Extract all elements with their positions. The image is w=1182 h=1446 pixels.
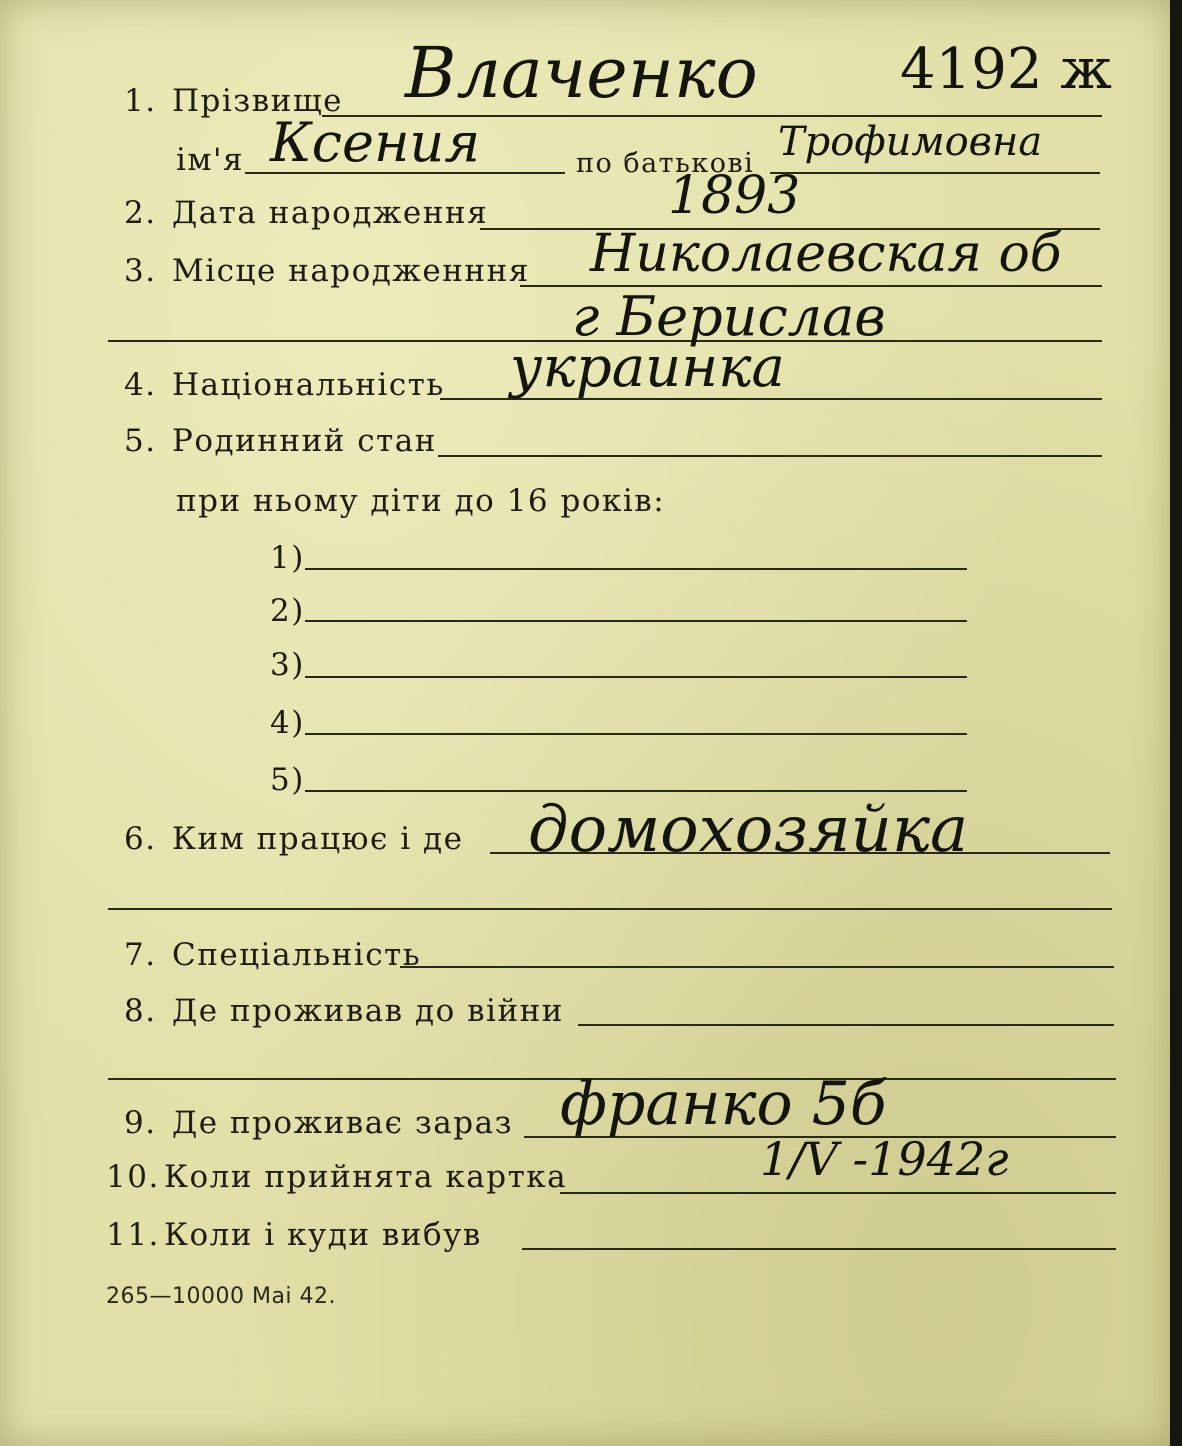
field-6-label: Ким працює і де — [172, 821, 464, 857]
birthplace-2-handwriting: г Берислав — [572, 285, 886, 348]
field-1-name-label: ім'я — [176, 142, 245, 178]
field-5-label: Родинний стан — [172, 423, 437, 459]
surname-handwriting: Влаченко — [405, 32, 758, 114]
child-3-number: 3) — [270, 647, 305, 683]
field-11-number: 11. — [106, 1217, 160, 1253]
child-5-line — [305, 790, 967, 792]
nationality-handwriting: украинка — [510, 335, 785, 400]
child-4-line — [305, 733, 967, 735]
field-7-line — [400, 966, 1114, 968]
field-7-label: Спеціальність — [172, 937, 422, 973]
child-4-number: 4) — [270, 705, 305, 741]
children-label: при ньому діти до 16 років: — [176, 483, 666, 519]
field-10-label: Коли прийнята картка — [164, 1159, 568, 1195]
address-handwriting: франко 5б — [560, 1069, 887, 1139]
field-6-second-line — [108, 908, 1112, 910]
field-8-number: 8. — [124, 993, 157, 1029]
field-5-line — [438, 455, 1102, 457]
child-2-number: 2) — [270, 593, 305, 629]
patronymic-handwriting: Трофимовна — [778, 119, 1043, 165]
field-1-number: 1. — [124, 83, 157, 119]
field-4-label: Національність — [172, 367, 445, 403]
field-2-label: Дата народження — [172, 195, 489, 231]
field-4-number: 4. — [124, 367, 157, 403]
field-3-label: Місце народженння — [172, 253, 530, 289]
card-number-handwriting: 4192 ж — [900, 37, 1112, 102]
field-10-line — [560, 1192, 1116, 1194]
field-9-label: Де проживає зараз — [172, 1105, 514, 1141]
field-3-number: 3. — [124, 253, 157, 289]
field-8-label: Де проживав до війни — [172, 993, 564, 1029]
birthplace-1-handwriting: Николаевская об — [590, 224, 1062, 284]
field-1-label: Прізвище — [172, 83, 343, 119]
field-6-number: 6. — [124, 821, 157, 857]
field-2-number: 2. — [124, 195, 157, 231]
print-run-footer: 265—10000 Маі 42. — [106, 1284, 337, 1309]
field-1-patronymic-label: по батькові — [576, 148, 755, 179]
birth-year-handwriting: 1893 — [668, 166, 801, 226]
field-9-number: 9. — [124, 1105, 157, 1141]
first-name-handwriting: Ксения — [270, 111, 481, 174]
field-11-line — [522, 1248, 1116, 1250]
child-2-line — [305, 620, 967, 622]
field-11-label: Коли і куди вибув — [164, 1217, 482, 1253]
field-5-number: 5. — [124, 423, 157, 459]
occupation-handwriting: домохозяйка — [528, 793, 969, 867]
field-7-number: 7. — [124, 937, 157, 973]
field-8-line — [578, 1024, 1114, 1026]
child-1-line — [305, 568, 967, 570]
card-date-handwriting: 1/V -1942г — [760, 1132, 1009, 1186]
card-edge-shadow — [1170, 0, 1182, 1446]
child-5-number: 5) — [270, 762, 305, 798]
child-1-number: 1) — [270, 540, 305, 576]
child-3-line — [305, 676, 967, 678]
field-10-number: 10. — [106, 1159, 160, 1195]
patronymic-line — [770, 172, 1100, 174]
